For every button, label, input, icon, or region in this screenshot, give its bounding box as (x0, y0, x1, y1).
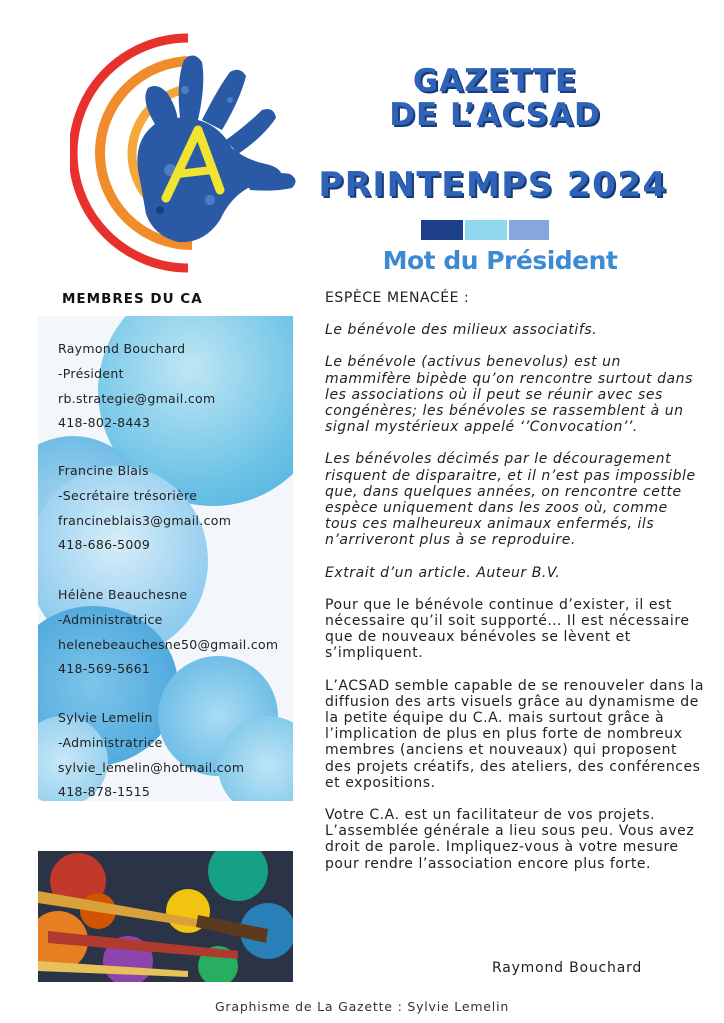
member-role: -Président (58, 365, 124, 381)
member-entry (58, 459, 231, 558)
member-name: Francine Blais (58, 463, 149, 478)
member-phone: 418-686-5009 (58, 537, 151, 553)
article-subtitle: Le bénévole des milieux associatifs. (325, 322, 598, 339)
gazette-title-line2: DE L’ACSAD (389, 97, 601, 133)
member-name: Hélène Beauchesne (58, 587, 188, 602)
article-source: Extrait d’un article. Auteur B.V. (325, 564, 561, 581)
article-paragraph: Les bénévoles décimés par le découragement risquent de disparaitre, et il n’est pas impossible que, dans quelques années, on rencontre cette espèce uniquement dans les zoos où, comme tous ces malheureux animaux enfermés, ils n’arriveront plus à se reproduire. (325, 451, 696, 549)
article-paragraph: Votre C.A. est un facilitateur de vos projets. L’assemblée générale a lieu sous peu. Vous avez droit de parole. Impliquez-vous à votre mesure pour rendre l’association encore plus forte. (325, 807, 695, 872)
member-name: Sylvie Lemelin (58, 710, 153, 725)
member-email[interactable]: sylvie_lemelin@hotmail.com (58, 759, 245, 775)
member-role: -Administratrice (58, 734, 163, 750)
member-phone: 418-802-8443 (58, 415, 151, 431)
member-entry (58, 337, 215, 436)
article-paragraph: L’ACSAD semble capable de se renouveler dans la diffusion des arts visuels grâce au dynamisme de la petite équipe du C.A. mais surtout grâce à l’implication de plus en plus forte de nombreux membres (anciens et nouveaux) qui proposent des projets créatifs, des ateliers, des conférences et expositions. (325, 677, 704, 791)
member-name: Raymond Bouchard (58, 341, 186, 356)
color-swatch-periwinkle (509, 220, 549, 240)
member-email[interactable]: francineblais3@gmail.com (58, 512, 232, 528)
issue-season: PRINTEMPS 2024 (318, 165, 668, 205)
article-paragraph: Pour que le bénévole continue d’exister, il est nécessaire qu’il soit supporté… Il est nécessaire que de nouveaux bénévoles se lèvent et s’impliquent. (325, 596, 690, 662)
member-role: -Administratrice (58, 611, 163, 627)
paintbrushes-photo (38, 851, 293, 982)
member-phone: 418-878-1515 (58, 784, 151, 800)
acsad-logo (70, 30, 310, 275)
member-phone: 418-569-5661 (58, 661, 151, 677)
article-heading: ESPÈCE MENACÉE : (325, 290, 470, 306)
member-entry (58, 706, 244, 805)
gazette-title-line1: GAZETTE (412, 63, 578, 99)
section-title: Mot du Président (382, 246, 618, 275)
article-paragraph: Le bénévole (activus benevolus) est un mammifère bipède qu’on rencontre surtout dans les associations où il peut se réunir avec ses congénères; les bénévoles se rassemblent à un signal mystérieux appelé ‘’Convocation’’. (325, 354, 693, 436)
color-swatch-dark-blue (421, 220, 463, 240)
president-message (325, 290, 705, 888)
design-credit: Graphisme de La Gazette : Sylvie Lemelin (214, 999, 510, 1014)
signature: Raymond Bouchard (492, 960, 643, 976)
board-members-title: MEMBRES DU CA (62, 291, 203, 307)
member-email[interactable]: helenebeauchesne50@gmail.com (58, 636, 279, 652)
member-entry (58, 583, 278, 682)
member-email[interactable]: rb.strategie@gmail.com (58, 390, 216, 406)
member-role: -Secrétaire trésorière (58, 487, 198, 503)
color-swatch-light-cyan (465, 220, 507, 240)
